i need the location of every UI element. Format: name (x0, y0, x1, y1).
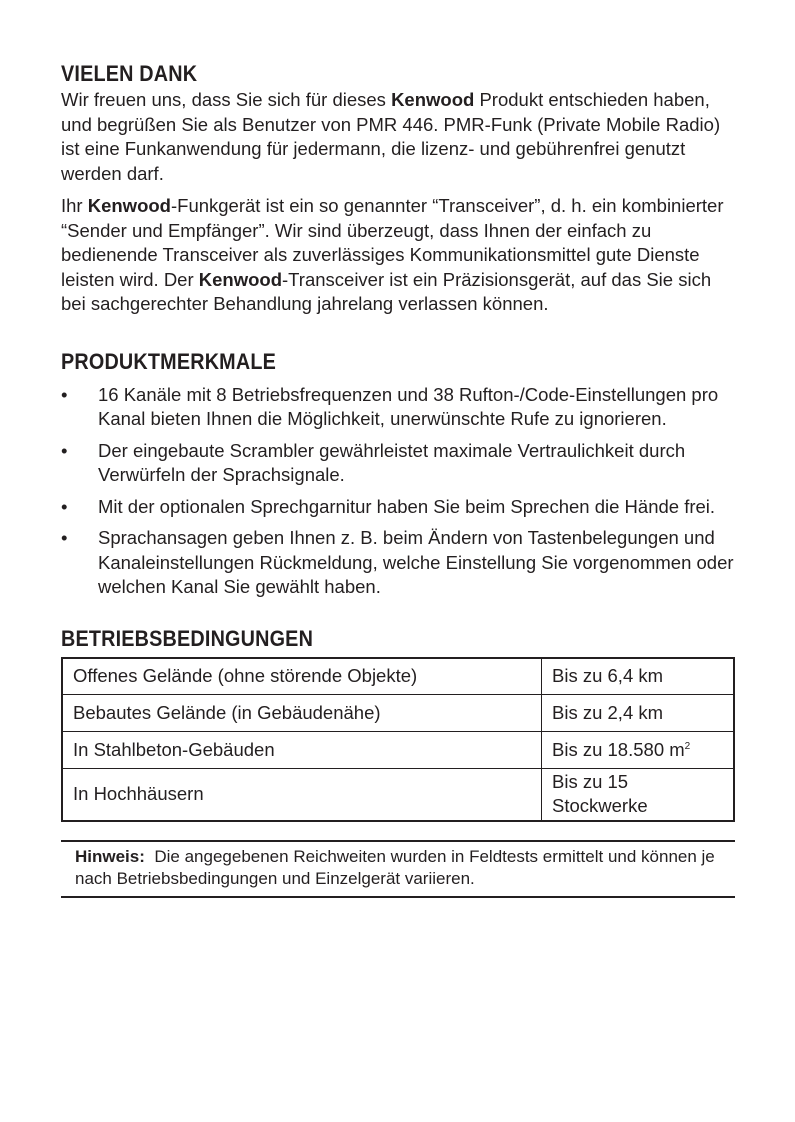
list-item (61, 495, 735, 520)
table-row (62, 658, 734, 695)
bullet: • (61, 439, 68, 461)
range-cell: Bis zu 6,4 km (542, 658, 735, 695)
feature-list (61, 383, 735, 600)
note-label: Hinweis: (75, 846, 145, 866)
heading-conditions: BETRIEBSBEDINGUNGEN (61, 625, 314, 651)
manual-page (61, 60, 735, 898)
brand-name: Kenwood (87, 195, 171, 216)
paragraph-thanks-2 (61, 194, 735, 317)
bullet: • (61, 527, 68, 548)
range-value-line2: Stockwerke (552, 795, 648, 817)
conditions-table (61, 657, 735, 822)
condition-cell: In Hochhäusern (62, 769, 542, 821)
brand-name: Kenwood (391, 89, 475, 110)
text-run: -Funkgerät ist ein so genannter “Transceiver”, d. h. ein kombinierter “Sender und Empfänger”. Wir sind überzeugt, dass Ihnen der einfach zu bedienende Transceiver als zuverlässiges Kommunikationsmittel gute Dienste leisten wird. Der (61, 195, 724, 290)
note-box (61, 840, 735, 898)
list-item (61, 383, 735, 432)
text-run: Produkt entschieden haben, und begrüßen Sie als Benutzer von PMR 446. PMR-Funk (Private Mobile Radio) ist eine Funkanwendung für jedermann, die lizenz- und gebührenfrei genutzt werden darf. (61, 89, 721, 184)
list-item (61, 439, 735, 488)
range-cell (542, 769, 735, 821)
heading-features: PRODUKTMERKMALE (61, 348, 277, 374)
bullet: • (61, 495, 68, 517)
list-item-text: Mit der optionalen Sprechgarnitur haben Sie beim Sprechen die Hände frei. (98, 495, 716, 517)
list-item-text: Sprachansagen geben Ihnen z. B. beim Ändern von Tastenbelegungen und Kanaleinstellungen Rückmeldung, welche Einstellung Sie vorgenommen oder welchen Kanal Sie gewählt haben. (98, 527, 734, 597)
heading-thanks: VIELEN DANK (61, 61, 198, 86)
brand-name: Kenwood (198, 268, 283, 290)
range-value: Bis zu 18.580 m (552, 739, 685, 760)
table-row (62, 769, 734, 821)
note-text: Die angegebenen Reichweiten wurden in Feldtests ermittelt und können je nach Betriebsbedingungen und Einzelgerät variieren. (75, 846, 715, 888)
table-row (62, 695, 734, 732)
range-value: Bis zu 15 (552, 771, 629, 793)
paragraph-thanks-1 (61, 88, 735, 186)
condition-cell: Offenes Gelände (ohne störende Objekte) (62, 658, 542, 695)
range-cell (542, 732, 735, 769)
condition-cell: In Stahlbeton-Gebäuden (62, 732, 542, 769)
bullet: • (61, 383, 68, 405)
text-run: Ihr (61, 195, 88, 216)
text-run: Wir freuen uns, dass Sie sich für dieses (61, 89, 392, 110)
condition-cell: Bebautes Gelände (in Gebäudenähe) (62, 695, 542, 732)
range-cell: Bis zu 2,4 km (542, 695, 735, 732)
unit-superscript: 2 (684, 740, 691, 752)
table-row (62, 732, 734, 769)
list-item-text: Der eingebaute Scrambler gewährleistet maximale Vertraulichkeit durch Verwürfeln der Sprachsignale. (98, 439, 686, 485)
list-item-text: 16 Kanäle mit 8 Betriebsfrequenzen und 38 Rufton-/Code-Einstellungen pro Kanal bieten Ihnen die Möglichkeit, unerwünschte Rufe zu ignorieren. (98, 383, 719, 429)
list-item (61, 526, 735, 600)
text-run: -Transceiver ist ein Präzisionsgerät, auf das Sie sich bei sachgerechter Behandlung jahrelang verlassen können. (61, 268, 712, 314)
